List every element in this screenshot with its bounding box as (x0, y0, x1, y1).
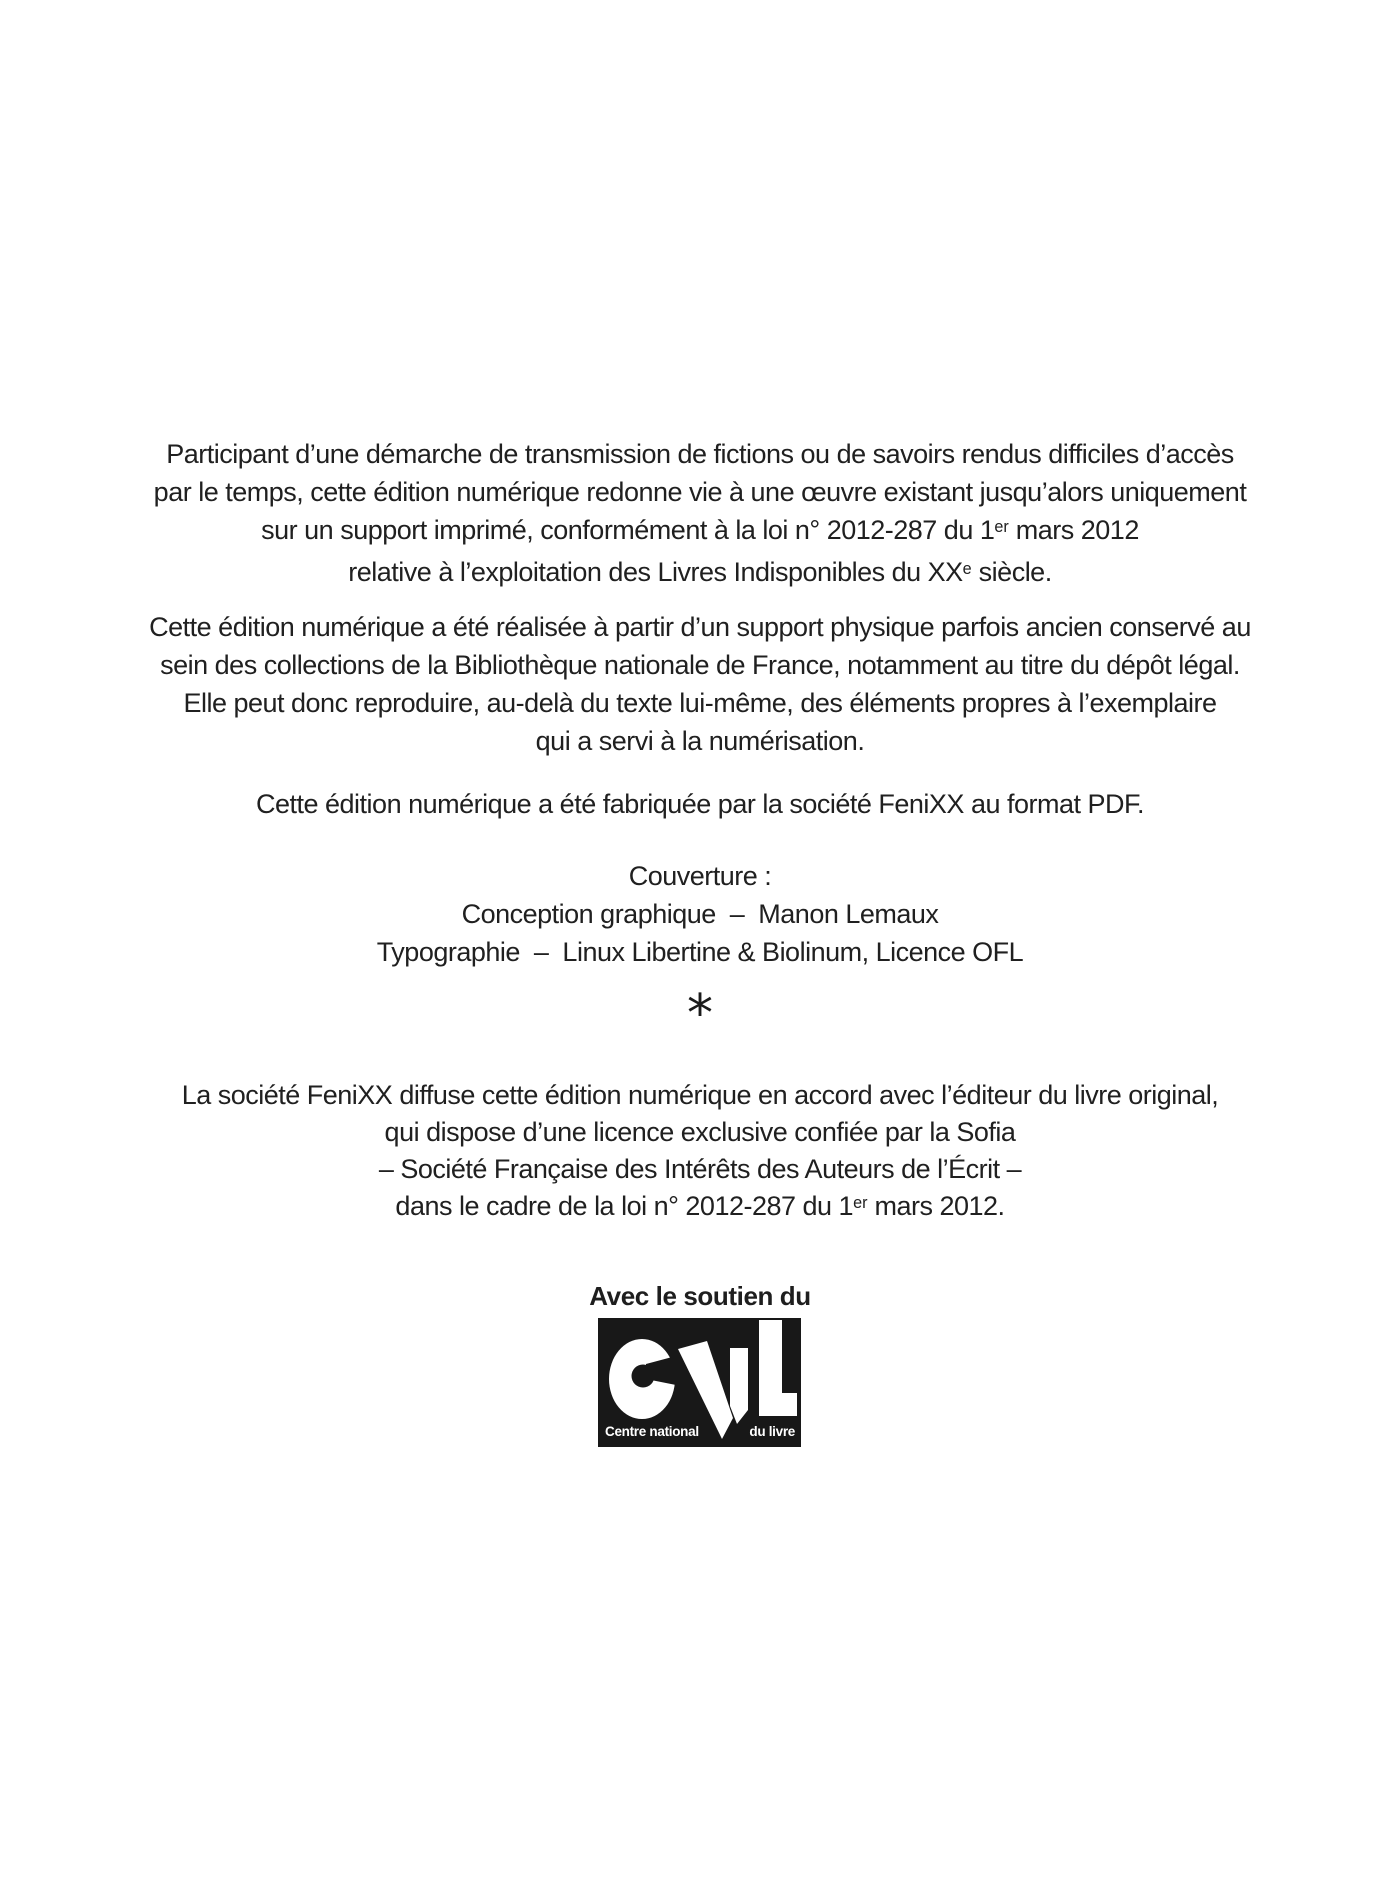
text-run: par le temps, cette édition numérique redonne vie à une œuvre existant jusqu’alors uniquement (153, 477, 1247, 507)
text-run: Cette édition numérique a été réalisée à partir d’un support physique parfois ancien conservé au (149, 612, 1251, 642)
superscript: e (962, 559, 972, 578)
text-line (0, 857, 1400, 895)
support-label: Avec le soutien du (589, 1281, 811, 1311)
text-line (0, 511, 1400, 553)
text-run: – Société Française des Intérêts des Auteurs de l’Écrit – (378, 1154, 1022, 1184)
text-line (0, 933, 1400, 971)
cnl-logo (598, 1318, 801, 1447)
text-run: dans le cadre de la loi n° 2012-287 du 1 (395, 1191, 854, 1221)
superscript: er (853, 1193, 868, 1212)
text-line (0, 1151, 1400, 1188)
text-line (0, 646, 1400, 684)
text-run: mars 2012 (1008, 515, 1139, 545)
text-run: Couverture : (628, 861, 772, 891)
text-line (0, 1188, 1400, 1229)
text-line (0, 435, 1400, 473)
cnl-caption-right: du livre (749, 1424, 795, 1439)
superscript: er (994, 517, 1009, 536)
cnl-logo-graphic (598, 1318, 801, 1447)
text-line (0, 553, 1400, 595)
text-run: qui a servi à la numérisation. (535, 726, 865, 756)
paragraph-diffusion (0, 1077, 1400, 1229)
text-line (0, 1077, 1400, 1114)
text-run: sur un support imprimé, conformément à la loi n° 2012-287 du 1 (261, 515, 995, 545)
text-line (0, 684, 1400, 722)
text-run: Typographie – Linux Libertine & Biolinum, Licence OFL (376, 937, 1024, 967)
text-run: La société FeniXX diffuse cette édition numérique en accord avec l’éditeur du livre original, (181, 1080, 1219, 1110)
paragraph-fenixx-pdf (0, 785, 1400, 823)
paragraph-bnf-source (0, 608, 1400, 760)
text-line (0, 785, 1400, 823)
text-run: sein des collections de la Bibliothèque nationale de France, notamment au titre du dépôt légal. (160, 650, 1240, 680)
section-separator-asterisk: * (687, 984, 713, 1044)
text-line (0, 473, 1400, 511)
cnl-caption-left: Centre national (605, 1424, 699, 1439)
text-run: Cette édition numérique a été fabriquée par la société FeniXX au format PDF. (255, 789, 1144, 819)
text-run: Participant d’une démarche de transmission de fictions ou de savoirs rendus difficiles d’accès (166, 439, 1234, 469)
text-line (0, 895, 1400, 933)
text-line (0, 608, 1400, 646)
text-run: Conception graphique – Manon Lemaux (461, 899, 939, 929)
text-run: siècle. (971, 557, 1052, 587)
text-line (0, 1114, 1400, 1151)
text-run: Elle peut donc reproduire, au-delà du texte lui-même, des éléments propres à l’exemplaire (183, 688, 1217, 718)
text-run: qui dispose d’une licence exclusive confiée par la Sofia (384, 1117, 1016, 1147)
text-run: relative à l’exploitation des Livres Indisponibles du XX (348, 557, 963, 587)
text-line (0, 722, 1400, 760)
paragraph-legal-intro (0, 435, 1400, 595)
paragraph-couverture (0, 857, 1400, 971)
text-run: mars 2012. (867, 1191, 1005, 1221)
